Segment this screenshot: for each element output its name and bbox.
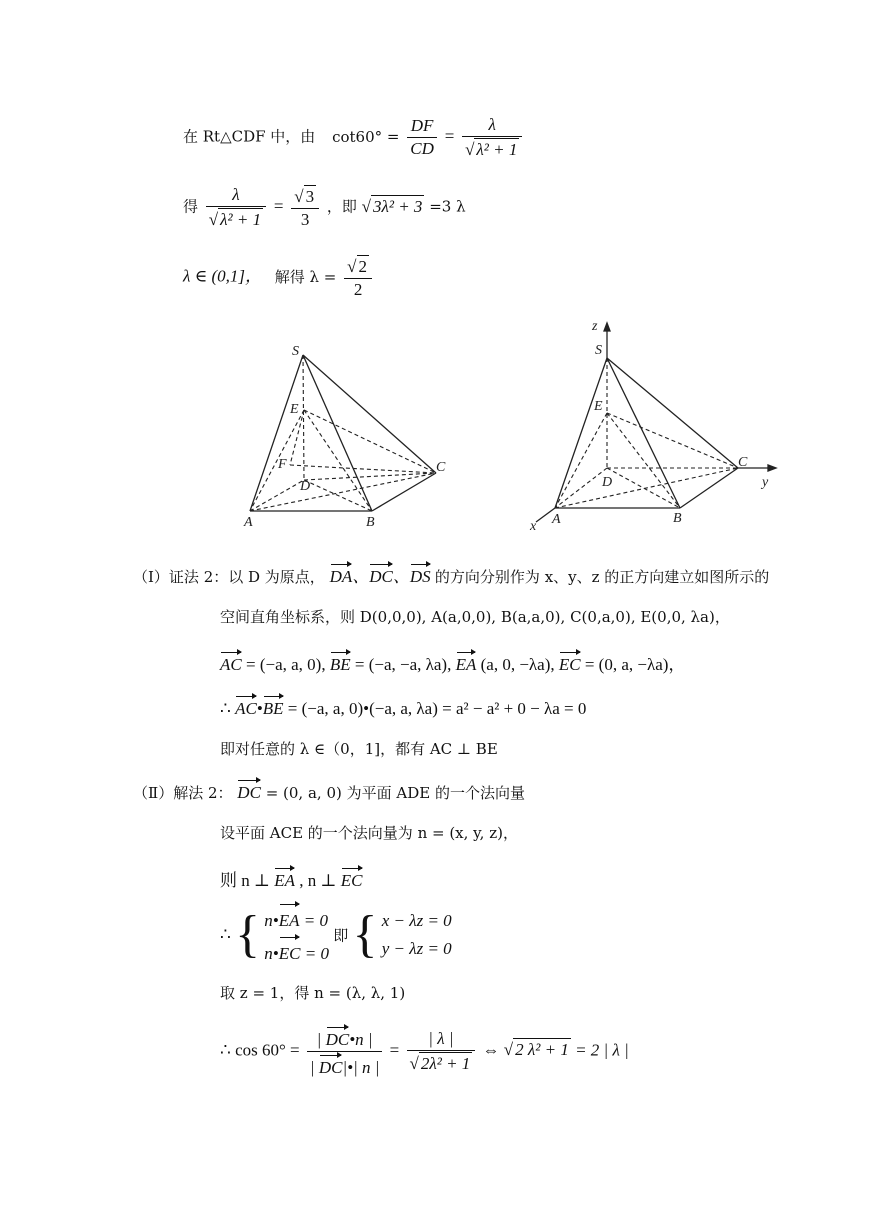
text: 设平面 ACE 的一个法向量为 n = (x, y, z)，	[220, 824, 518, 842]
label-B: B	[366, 515, 375, 530]
fraction-lambda	[462, 115, 522, 160]
root-expression: √ 2 λ² + 1	[503, 1040, 569, 1060]
vector-ea: EA	[456, 650, 477, 675]
part1-line-1	[133, 562, 769, 587]
denominator: 2	[353, 280, 363, 299]
denominator	[307, 1052, 383, 1078]
value: = (−a, a, 0)•(−a, a, λa) = a² − a² + 0 − λa = 0	[287, 699, 587, 718]
label-C: C	[436, 460, 446, 475]
vector-ac: AC	[220, 650, 242, 675]
derivation-line-3	[183, 255, 375, 300]
label-S: S	[595, 343, 602, 358]
text: （Ⅱ）解法 2：	[133, 784, 233, 802]
term: n•	[264, 944, 279, 963]
text: 空间直角坐标系，则 D(0,0,0), A(a,0,0), B(a,a,0), C(0,a,0), E(0,0, λa)，	[220, 608, 730, 626]
text: 解得 λ =	[274, 267, 337, 286]
vector-be: BE	[263, 694, 284, 719]
text: 取 z = 1，得 n = (λ, λ, 1)	[220, 984, 406, 1002]
fraction-cos	[307, 1025, 383, 1078]
vector-be: BE	[330, 650, 351, 675]
label-D: D	[602, 475, 613, 490]
label-B: B	[673, 511, 682, 526]
numerator: DF	[407, 116, 437, 138]
vector-ac: AC	[235, 694, 257, 719]
text: ∴ cos 60° =	[220, 1040, 300, 1060]
part1-line-4	[220, 694, 586, 719]
fraction-root2	[344, 255, 372, 300]
equation-system	[220, 902, 452, 968]
vector-dc: DC	[237, 778, 261, 803]
eq-4: y − λz = 0	[381, 939, 452, 958]
equals: =	[273, 196, 284, 216]
numerator	[307, 1025, 383, 1052]
text: ，即	[326, 197, 357, 216]
system-left	[264, 902, 329, 968]
vector-da: DA	[330, 562, 353, 587]
derivation-line-2	[183, 185, 466, 230]
part2-line-2	[220, 822, 518, 843]
text: 的方向分别作为 x、y、z 的正方向建立如图所示的	[434, 568, 770, 586]
fraction-df-cd	[407, 116, 437, 159]
radicand: 2 λ² + 1	[515, 1040, 569, 1060]
vector-ec: EC	[559, 650, 581, 675]
pyramid-figure-right	[520, 318, 785, 533]
denominator: √ 2λ² + 1	[409, 1054, 471, 1073]
label-A: A	[244, 515, 253, 530]
eq-2	[264, 935, 329, 968]
text: 则 n ⊥	[220, 871, 270, 890]
label-A: A	[552, 512, 561, 527]
fraction-lambda	[206, 185, 266, 230]
denominator: √ λ² + 1	[208, 210, 262, 229]
radicand: 3λ² + 3	[373, 196, 423, 216]
radicand: λ² + 1	[476, 140, 518, 159]
denominator: CD	[410, 139, 434, 158]
dot: •	[256, 699, 263, 718]
vector-dc: DC	[369, 562, 393, 587]
label-E: E	[594, 399, 603, 414]
cot-text: cot60°	[332, 127, 383, 146]
vector-ea: EA	[279, 902, 300, 935]
equals: =	[389, 1040, 400, 1060]
text: , n ⊥	[299, 871, 337, 890]
label-y: y	[762, 475, 769, 490]
therefore: ∴	[220, 925, 231, 944]
vector-dc: DC	[326, 1025, 350, 1050]
denominator: √ λ² + 1	[465, 140, 518, 159]
value: = (−a, −a, λa),	[354, 655, 452, 674]
value: = (0, a, −λa)，	[584, 655, 686, 674]
fraction-lambda	[407, 1029, 476, 1074]
term: |	[316, 1030, 322, 1049]
label-D: D	[300, 479, 311, 494]
part2-line-6	[220, 1025, 629, 1078]
text: λ ∈ (0,1]，	[183, 266, 262, 286]
radicand: λ² + 1	[220, 210, 262, 229]
vector-ea: EA	[274, 866, 295, 891]
root-expression: √ 3λ² + 3	[361, 196, 423, 216]
numerator: √ 2	[344, 255, 372, 279]
text: 即对任意的 λ ∈（0，1]，都有 AC ⊥ BE	[220, 740, 498, 758]
label-x: x	[530, 519, 537, 533]
iff: ⇔	[482, 1040, 500, 1060]
label-z: z	[592, 319, 598, 334]
term: |•| n |	[342, 1058, 380, 1077]
part1-line-2	[220, 606, 730, 627]
left-brace: {	[352, 906, 378, 963]
value: = (−a, a, 0),	[245, 655, 326, 674]
numerator: λ	[206, 185, 266, 207]
term: n•	[264, 911, 279, 930]
label-C: C	[738, 455, 748, 470]
numerator: √ 3	[291, 185, 319, 209]
derivation-line-1	[183, 115, 525, 160]
term: |	[309, 1058, 315, 1077]
text: 在 Rt△CDF 中，由	[183, 127, 316, 146]
eq-3: x − λz = 0	[381, 911, 452, 930]
denominator: 3	[300, 210, 310, 229]
therefore: ∴	[220, 699, 231, 718]
text: （Ⅰ）证法 2：以 D 为原点，	[133, 568, 325, 586]
vector-list	[330, 567, 435, 586]
text: = (0, a, 0) 为平面 ADE 的一个法向量	[265, 784, 525, 802]
vector-ds: DS	[410, 562, 431, 587]
part2-line-5	[220, 982, 405, 1003]
equals: =	[444, 126, 455, 146]
vector-ec: EC	[341, 866, 363, 891]
part1-line-3	[220, 650, 685, 675]
fraction-root3	[291, 185, 319, 230]
label-S: S	[292, 344, 299, 359]
term: = 0	[303, 911, 329, 930]
numerator: λ	[462, 115, 522, 137]
term: •n |	[349, 1030, 373, 1049]
part2-line-3	[220, 866, 363, 891]
radicand: 3	[305, 187, 315, 206]
separator: 、	[352, 567, 370, 586]
left-brace: {	[235, 906, 261, 963]
vector-dc: DC	[319, 1053, 343, 1078]
label-F: F	[278, 457, 287, 472]
part2-line-1	[133, 778, 525, 803]
rhs: =3 λ	[429, 197, 466, 216]
pyramid-figure-left	[240, 335, 480, 535]
radicand: 2λ² + 1	[420, 1054, 471, 1073]
text: 得	[183, 197, 199, 216]
system-right	[382, 907, 452, 963]
eq-1	[264, 902, 329, 935]
rhs: = 2 | λ |	[575, 1040, 629, 1060]
vector-ec: EC	[279, 935, 301, 968]
radicand: 2	[358, 257, 368, 276]
numerator: | λ |	[407, 1029, 476, 1051]
equals: =	[386, 127, 400, 146]
value: (a, 0, −λa),	[480, 655, 555, 674]
separator: 、	[392, 567, 410, 586]
term: = 0	[304, 944, 329, 963]
text: 即	[333, 926, 349, 945]
label-E: E	[290, 402, 299, 417]
part1-line-5	[220, 738, 498, 759]
